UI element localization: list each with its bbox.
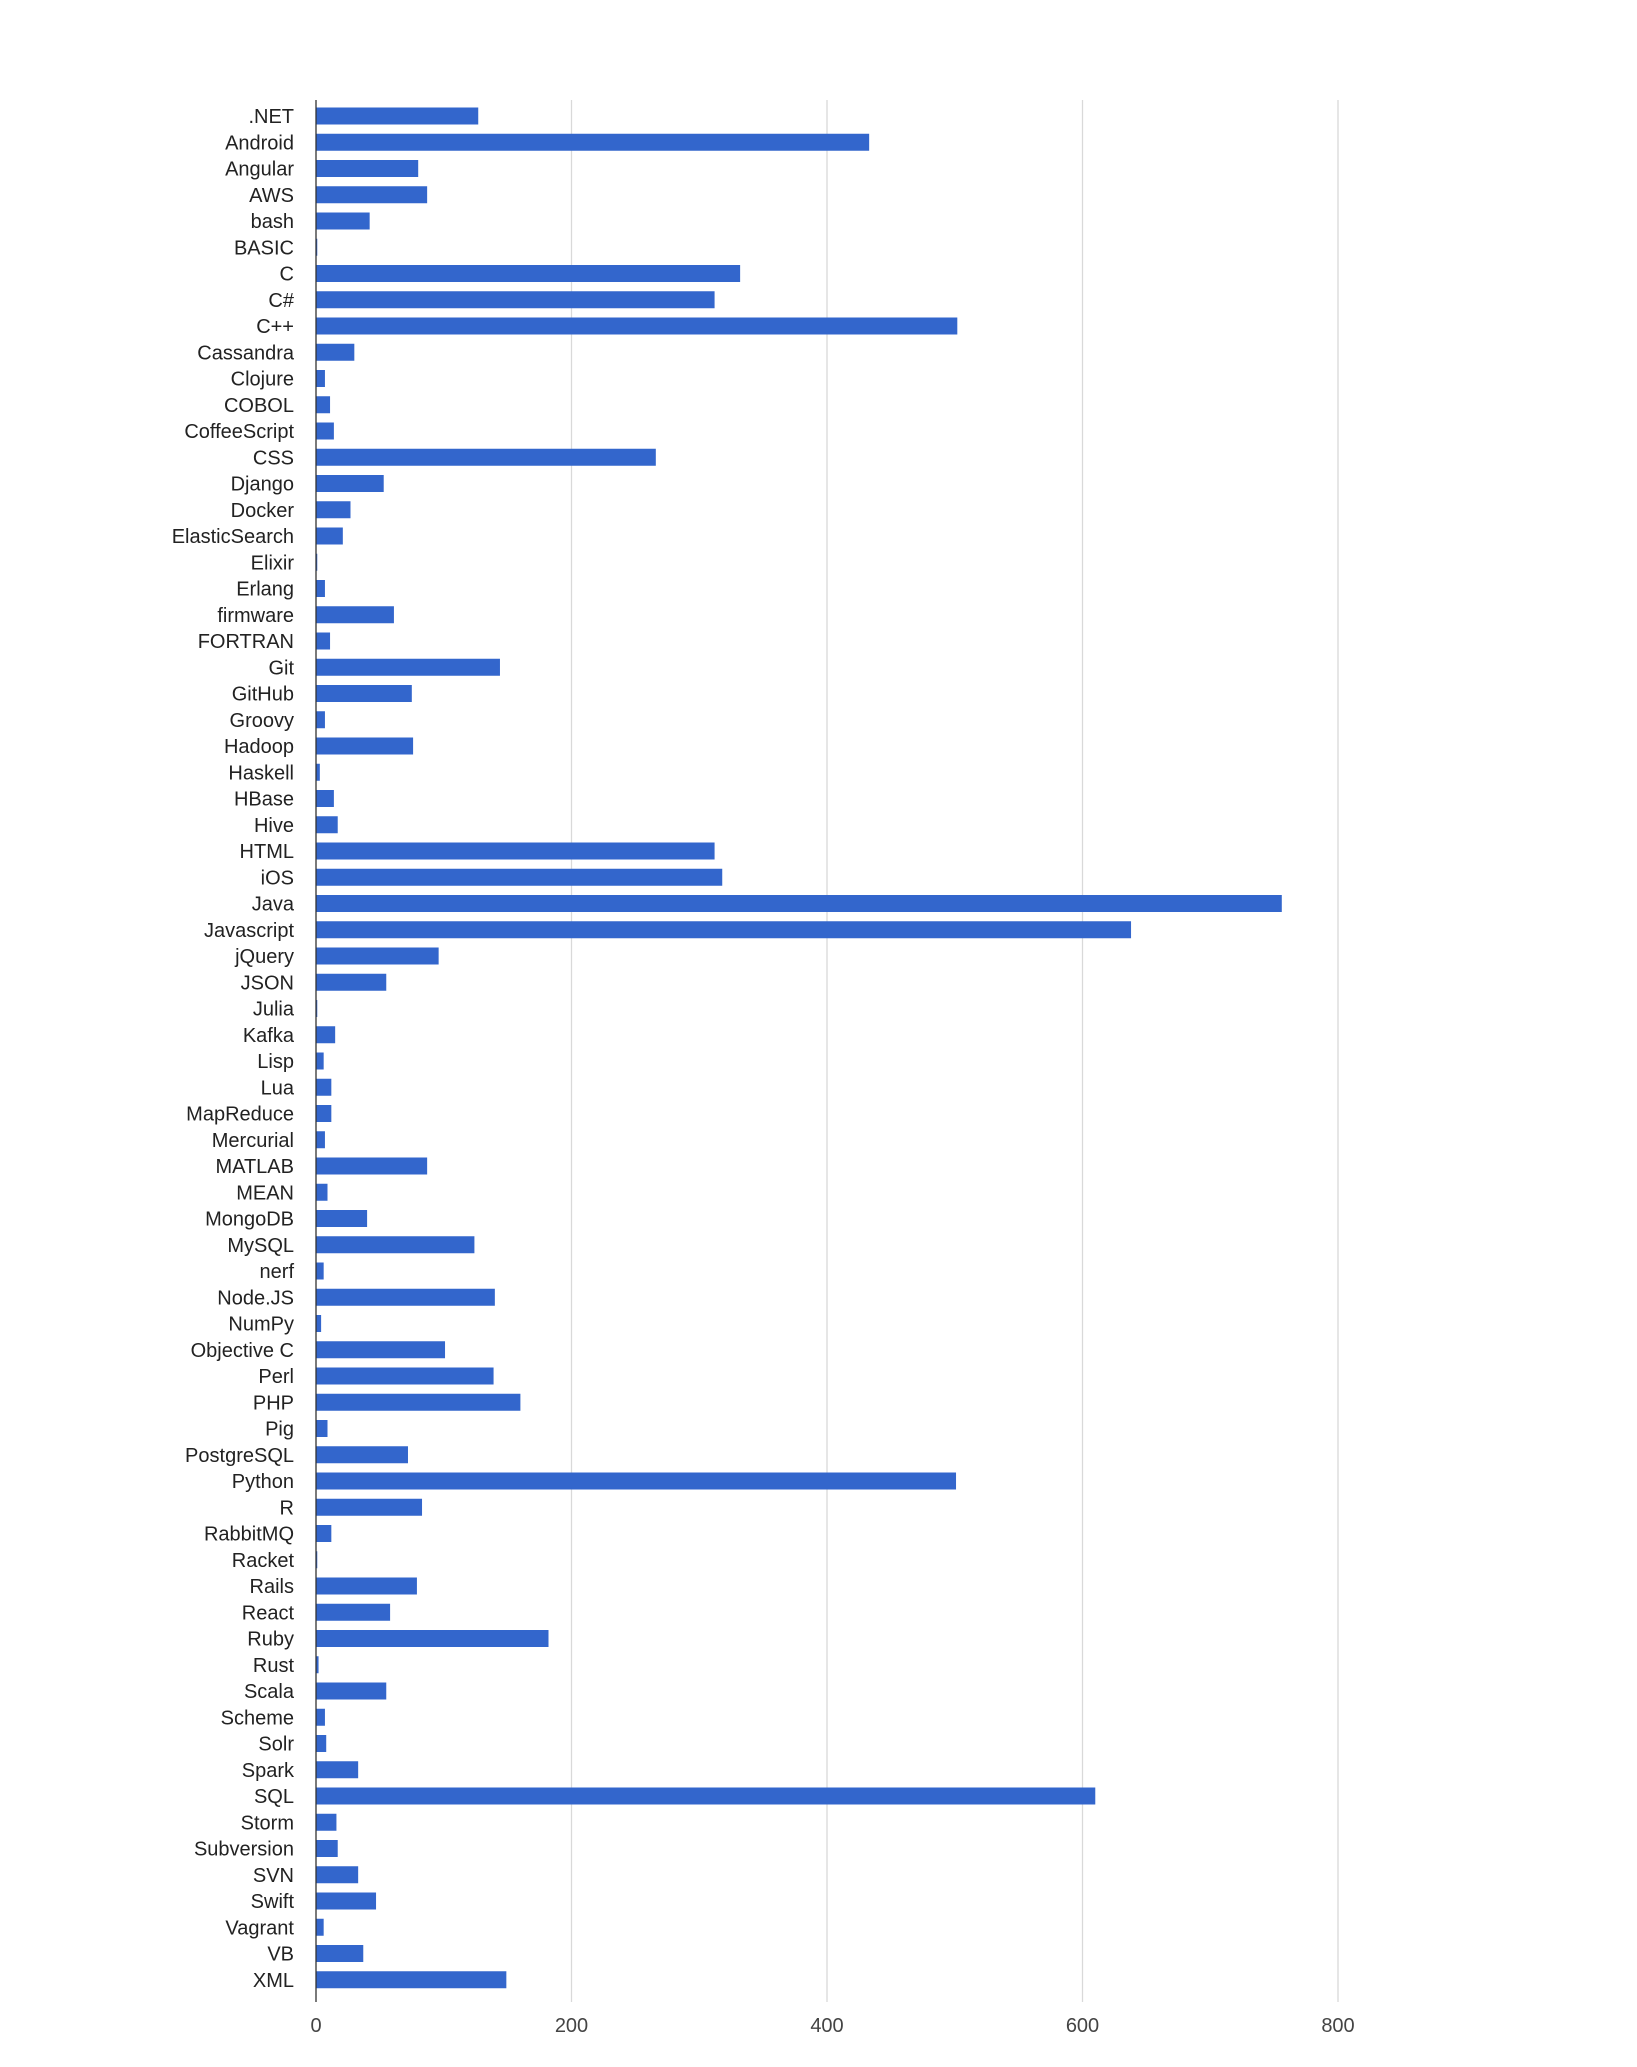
category-label: CoffeeScript: [184, 421, 294, 443]
bar-bash: [316, 213, 370, 230]
category-label: Node.JS: [217, 1287, 294, 1310]
category-label: PostgreSQL: [185, 1444, 294, 1467]
category-label: XML: [252, 1969, 294, 1992]
bar-objective-c: [316, 1341, 445, 1358]
bar-c: [316, 265, 740, 282]
bar-json: [316, 974, 386, 991]
bar-scala: [316, 1683, 386, 1700]
category-label: Hadoop: [223, 736, 294, 758]
category-label: PHP: [252, 1392, 294, 1415]
bar-hive: [316, 816, 338, 833]
category-label: MATLAB: [215, 1156, 294, 1178]
bar-node-js: [316, 1289, 495, 1306]
category-label: Objective C: [190, 1339, 294, 1362]
x-tick-label: 0: [310, 2015, 322, 2037]
bar-scheme: [316, 1709, 325, 1726]
category-label: bash: [250, 211, 294, 233]
category-label: RabbitMQ: [203, 1523, 294, 1546]
category-label: Cassandra: [197, 342, 294, 365]
category-label: Docker: [230, 499, 294, 522]
category-label: Git: [268, 657, 294, 680]
bar-vb: [316, 1945, 363, 1962]
x-tick-label: 600: [1065, 2015, 1100, 2037]
bar-javascript: [316, 921, 1131, 938]
bar-groovy: [316, 711, 325, 728]
bar-cobol: [316, 396, 330, 413]
category-label: COBOL: [223, 394, 294, 417]
bar-sql: [316, 1788, 1095, 1805]
category-label: Erlang: [236, 578, 294, 601]
category-label: Javascript: [203, 919, 294, 942]
category-label: Pig: [265, 1418, 294, 1441]
bar-mysql: [316, 1236, 474, 1253]
category-label: AWS: [249, 184, 294, 207]
category-label: SVN: [252, 1864, 294, 1887]
bar-postgresql: [316, 1446, 408, 1463]
category-label: ElasticSearch: [171, 526, 294, 548]
category-label: Solr: [258, 1733, 294, 1756]
category-label: Clojure: [230, 368, 294, 391]
bar-perl: [316, 1368, 494, 1385]
bar-mercurial: [316, 1131, 325, 1148]
bar-django: [316, 475, 384, 492]
category-label: jQuery: [235, 946, 294, 968]
gridlines: [572, 100, 1339, 2002]
bars: [316, 108, 1282, 1989]
bar-python: [316, 1473, 956, 1490]
bar-jquery: [316, 948, 439, 965]
category-label: Julia: [252, 998, 294, 1021]
bar-angular: [316, 160, 418, 177]
category-label: Racket: [231, 1549, 294, 1572]
category-label: Vagrant: [225, 1917, 294, 1940]
bar-c: [316, 291, 715, 308]
bar-solr: [316, 1735, 326, 1752]
category-label: Elixir: [250, 552, 294, 575]
bar-html: [316, 843, 715, 860]
category-label: Lua: [260, 1077, 294, 1100]
category-label: nerf: [259, 1261, 294, 1283]
category-label: C: [279, 263, 294, 286]
category-label: MySQL: [227, 1234, 294, 1257]
bar-vagrant: [316, 1919, 324, 1936]
bar-coffeescript: [316, 423, 334, 440]
category-label: BASIC: [233, 237, 294, 260]
bar-elasticsearch: [316, 528, 343, 545]
category-label: MongoDB: [205, 1208, 294, 1231]
category-label: C#: [268, 289, 294, 312]
category-label: Rust: [252, 1654, 294, 1677]
bar-cassandra: [316, 344, 354, 361]
bar-xml: [316, 1971, 506, 1988]
category-label: firmware: [217, 604, 294, 627]
bar-react: [316, 1604, 390, 1621]
category-label: Lisp: [257, 1051, 294, 1073]
x-tick-label: 400: [810, 2015, 844, 2037]
bar-swift: [316, 1893, 376, 1910]
bar-matlab: [316, 1158, 427, 1175]
bar-mapreduce: [316, 1105, 331, 1122]
bar-fortran: [316, 633, 330, 650]
category-label: Groovy: [229, 709, 294, 732]
bar-r: [316, 1499, 422, 1516]
category-label: NumPy: [228, 1313, 294, 1336]
category-label: Storm: [240, 1812, 294, 1835]
category-label: GitHub: [231, 683, 294, 706]
category-label: C++: [256, 316, 294, 338]
category-label: Angular: [225, 158, 294, 181]
bar-lua: [316, 1079, 331, 1096]
category-label: Scheme: [220, 1707, 294, 1730]
bar-css: [316, 449, 656, 466]
category-label: Subversion: [193, 1838, 294, 1861]
bar-docker: [316, 501, 350, 518]
bar-lisp: [316, 1053, 324, 1070]
category-label: SQL: [253, 1786, 294, 1808]
bar-hbase: [316, 790, 334, 807]
bar-ruby: [316, 1630, 549, 1647]
bar-php: [316, 1394, 520, 1411]
category-label: MapReduce: [186, 1103, 294, 1126]
category-label: Ruby: [247, 1628, 294, 1651]
bar-mongodb: [316, 1210, 367, 1227]
bar-spark: [316, 1761, 358, 1778]
category-label: React: [241, 1602, 294, 1625]
bar-rabbitmq: [316, 1525, 331, 1542]
category-label: Kafka: [242, 1024, 294, 1047]
category-label: Spark: [241, 1759, 294, 1782]
category-label: iOS: [260, 867, 294, 890]
bar-git: [316, 659, 500, 676]
bar-pig: [316, 1420, 327, 1437]
bar-nerf: [316, 1263, 324, 1280]
category-label: HBase: [233, 788, 294, 811]
category-label: FORTRAN: [197, 631, 294, 653]
category-label: Scala: [243, 1681, 294, 1703]
category-label: Python: [231, 1471, 294, 1493]
bar-c: [316, 318, 957, 335]
category-label: Java: [251, 893, 294, 916]
x-tick-label: 200: [554, 2015, 589, 2037]
category-label: .NET: [248, 106, 294, 128]
bar-svn: [316, 1866, 358, 1883]
bar-erlang: [316, 580, 325, 597]
category-label: HTML: [239, 841, 294, 863]
x-axis-ticks: [310, 2015, 1354, 2037]
bar-ios: [316, 869, 722, 886]
category-label: Android: [225, 132, 294, 155]
bar-clojure: [316, 370, 325, 387]
bar-aws: [316, 186, 427, 203]
category-label: Swift: [250, 1891, 294, 1913]
category-label: JSON: [240, 972, 294, 995]
x-tick-label: 800: [1321, 2015, 1355, 2037]
category-label: Haskell: [228, 762, 294, 785]
bar-kafka: [316, 1026, 335, 1043]
bar-github: [316, 685, 412, 702]
category-labels: [172, 106, 295, 1992]
bar-numpy: [316, 1315, 321, 1332]
bar-android: [316, 134, 869, 151]
category-label: VB: [267, 1943, 294, 1966]
bar-net: [316, 108, 478, 125]
category-label: Rails: [249, 1576, 294, 1598]
bar-storm: [316, 1814, 336, 1831]
category-label: Django: [230, 473, 294, 496]
bar-subversion: [316, 1840, 338, 1857]
bar-java: [316, 895, 1282, 912]
bar-hadoop: [316, 738, 413, 755]
category-label: Mercurial: [211, 1129, 294, 1152]
category-label: MEAN: [236, 1182, 294, 1205]
category-label: CSS: [252, 447, 294, 470]
category-label: Hive: [253, 814, 294, 837]
bar-rails: [316, 1578, 417, 1595]
bar-firmware: [316, 606, 394, 623]
bar-mean: [316, 1184, 327, 1201]
category-label: Perl: [258, 1366, 294, 1388]
category-label: R: [279, 1497, 294, 1520]
